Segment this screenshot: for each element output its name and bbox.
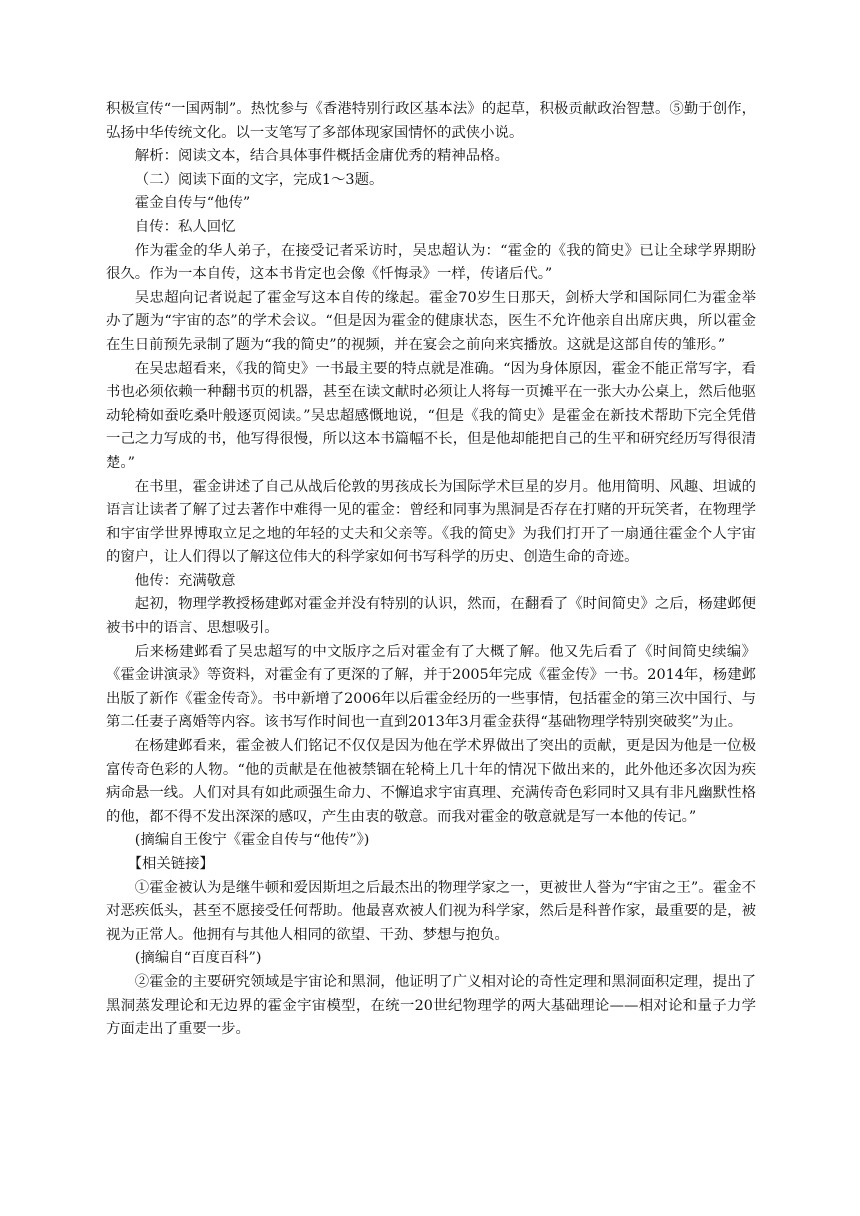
related-links-heading: 【相关链接】 — [127, 856, 214, 872]
paragraph: 积极宣传“一国两制”。热忱参与《香港特别行政区基本法》的起草，积极贡献政治智慧。⑤勤于创作，弘扬中华传统文化。以一支笔写了多部体现家国情怀的武侠小说。 — [106, 101, 756, 141]
section-heading: （二）阅读下面的文字，完成1～3题。 — [134, 171, 384, 188]
paragraph: ①霍金被认为是继牛顿和爱因斯坦之后最杰出的物理学家之一，更被世人誉为“宇宙之王”。霍金不对恶疾低头，甚至不愿接受任何帮助。他最喜欢被人们视为科学家，然后是科普作家，最重要的是，被视为正常人。他拥有与其他人相同的欲望、干劲、梦想与抱负。 — [106, 879, 756, 943]
paragraph: 吴忠超向记者说起了霍金写这本自传的缘起。霍金70岁生日那天，剑桥大学和国际同仁为霍金举办了题为“宇宙的态”的学术会议。“但是因为霍金的健康状态，医生不允许他亲自出席庆典，所以霍金在生日前预先录制了题为“我的简史”的视频，并在宴会之前向来宾播放。这就是这部自传的雏形。” — [106, 289, 756, 353]
paragraph: 作为霍金的华人弟子，在接受记者采访时，吴忠超认为：“霍金的《我的简史》已让全球学界期盼很久。作为一本自传，这本书肯定也会像《忏悔录》一样，传诸后代。” — [106, 242, 756, 283]
paragraph: 在书里，霍金讲述了自己从战后伦敦的男孩成长为国际学术巨星的岁月。他用简明、风趣、坦诚的语言让读者了解了过去著作中难得一见的霍金：曾经和同事为黑洞是否存在打赌的开玩笑者，在物理学和宇宙学世界博取立足之地的年轻的丈夫和父亲等。《我的简史》为我们打开了一扇通往霍金个人宇宙的窗户，让人们得以了解这位伟大的科学家如何书写科学的历史、创造生命的奇迹。 — [106, 478, 756, 566]
paragraph: 后来杨建邺看了吴忠超写的中文版序之后对霍金有了大概了解。他又先后看了《时间简史续编》《霍金讲演录》等资料，对霍金有了更深的了解，并于2005年完成《霍金传》一书。2014年，杨建邺出版了新作《霍金传奇》。书中新增了2006年以后霍金经历的一些事情，包括霍金的第三次中国行、与第二任妻子离婚等内容。该书写作时间也一直到2013年3月霍金获得“基础物理学特别突破奖”为止。 — [106, 643, 756, 731]
source-citation: (摘编自“百度百科”) — [134, 950, 262, 967]
paragraph: 在杨建邺看来，霍金被人们铭记不仅仅是因为他在学术界做出了突出的贡献，更是因为他是一位极富传奇色彩的人物。“他的贡献是在他被禁锢在轮椅上几十年的情况下做出来的，此外他还多次因为疾病命悬一线。人们对具有如此顽强生命力、不懈追求宇宙真理、充满传奇色彩同时又具有非凡幽默性格的他，都不得不发出深深的感叹，产生由衷的敬意。而我对霍金的敬意就是写一本他的传记。” — [106, 738, 756, 825]
paragraph: 解析：阅读文本，结合具体事件概括金庸优秀的精神品格。 — [134, 148, 509, 165]
paragraph: ②霍金的主要研究领域是宇宙论和黑洞，他证明了广义相对论的奇性定理和黑洞面积定理，提出了黑洞蒸发理论和无边界的霍金宇宙模型，在统一20世纪物理学的两大基础理论——相对论和量子力学方面走出了重要一步。 — [106, 973, 756, 1038]
document-body — [106, 98, 756, 1042]
paragraph: 在吴忠超看来，《我的简史》一书最主要的特点就是准确。“因为身体原因，霍金不能正常写字，看书也必须依赖一种翻书页的机器，甚至在读文献时必须让人将每一页摊平在一张大办公桌上，然后他驱动轮椅如蚕吃桑叶般逐页阅读。”吴忠超感慨地说，“但是《我的简史》是霍金在新技术帮助下完全凭借一己之力写成的书，他写得很慢，所以这本书篇幅不长，但是他却能把自己的生平和研究经历写得很清楚。” — [106, 360, 756, 471]
paragraph: 起初，物理学教授杨建邺对霍金并没有特别的认识，然而，在翻看了《时间简史》之后，杨建邺便被书中的语言、思想吸引。 — [106, 596, 756, 637]
source-citation: (摘编自王俊宁《霍金自传与“他传”》) — [134, 832, 370, 849]
subheading: 自传：私人回忆 — [134, 218, 236, 235]
article-title: 霍金自传与“他传” — [134, 195, 251, 212]
subheading: 他传：充满敬意 — [134, 572, 236, 589]
